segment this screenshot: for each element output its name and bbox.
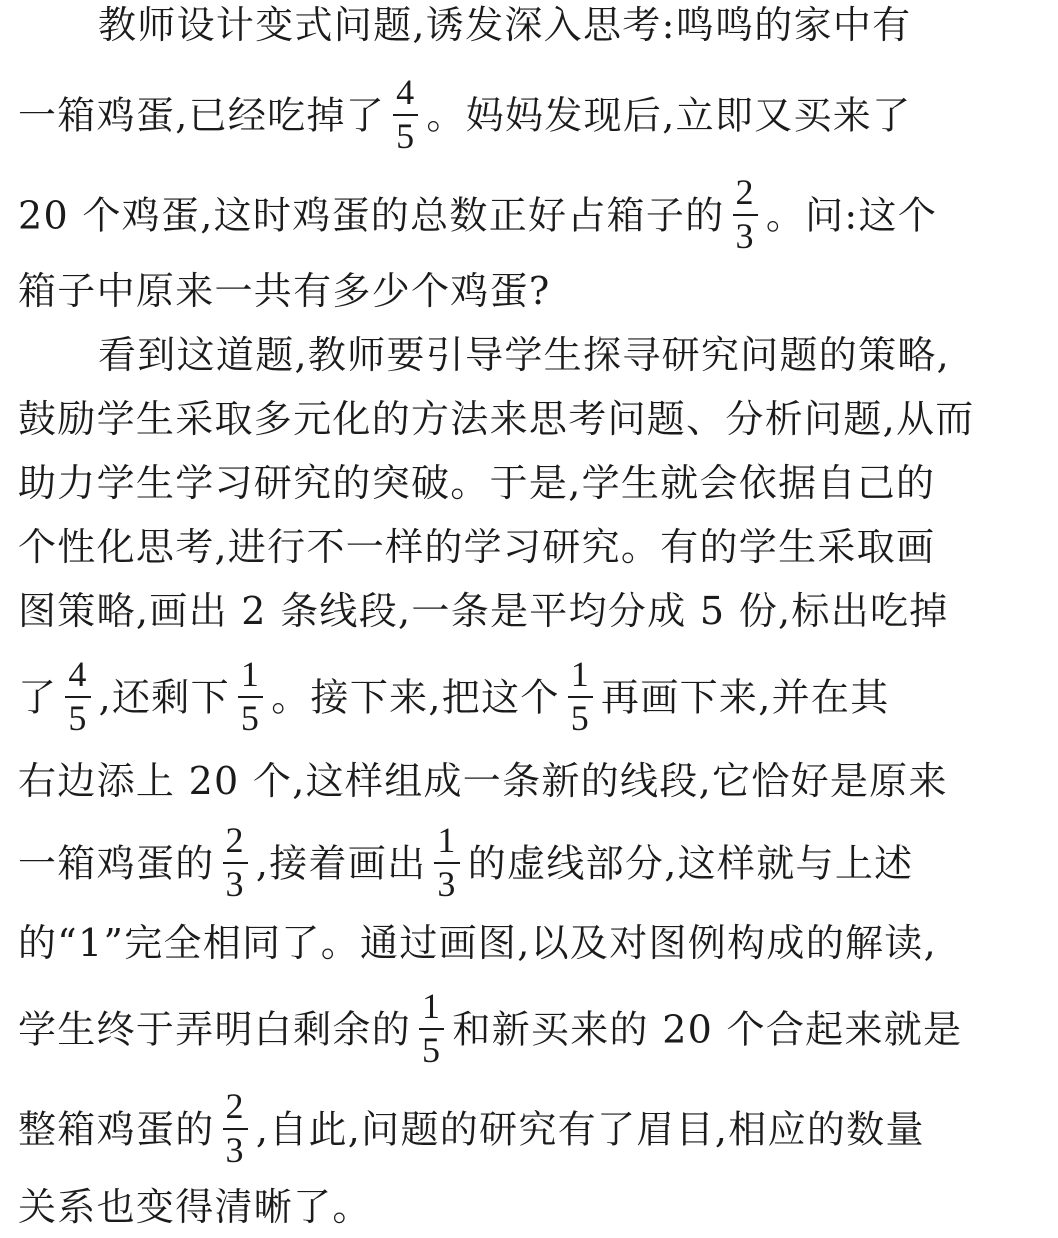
numerator: 4: [68, 654, 88, 694]
numerator: 4: [396, 72, 416, 112]
text: 看到这道题,教师要引导学生探寻研究问题的策略,: [98, 333, 951, 377]
text: 教师设计变式问题,诱发深入思考:鸣鸣的家中有: [98, 3, 912, 47]
text: 。接下来,把这个: [271, 675, 560, 720]
text: 关系也变得清晰了。: [18, 1185, 372, 1229]
denominator: 3: [735, 215, 755, 256]
p2-line-10: [18, 986, 963, 1074]
numerator: 2: [735, 172, 755, 212]
text: 的“1”完全相同了。通过画图,以及对图例构成的解读,: [18, 921, 937, 965]
p2-line-3: [18, 461, 936, 505]
text: ,接着画出: [255, 841, 427, 886]
p2-line-1: [98, 333, 951, 377]
fraction-four-fifths: [65, 656, 90, 738]
numerator: 1: [422, 986, 442, 1026]
text: 的虚线部分,这样就与上述: [467, 841, 914, 886]
denominator: 5: [396, 115, 416, 156]
text: 右边添上 20 个,这样组成一条新的线段,它恰好是原来: [18, 759, 948, 803]
fraction-two-thirds: [733, 174, 758, 256]
p2-line-8: [18, 820, 914, 908]
text: 整箱鸡蛋的: [18, 1107, 215, 1152]
fraction-two-thirds: [223, 822, 248, 904]
text: 一箱鸡蛋,已经吃掉了: [18, 93, 386, 138]
text: 图策略,画出 2 条线段,一条是平均分成 5 份,标出吃掉: [18, 589, 949, 633]
denominator: 3: [437, 863, 457, 904]
numerator: 1: [437, 820, 457, 860]
denominator: 3: [225, 1129, 245, 1170]
numerator: 1: [240, 654, 261, 694]
p2-line-5: [18, 589, 949, 633]
p1-line-4: [18, 269, 551, 313]
text: 了: [18, 675, 58, 720]
p2-line-6: [18, 654, 890, 742]
fraction-one-fifth: [568, 656, 593, 738]
p2-line-4: [18, 525, 936, 569]
text: 个性化思考,进行不一样的学习研究。有的学生采取画: [18, 525, 936, 569]
text: ,还剩下: [98, 675, 230, 720]
text: 一箱鸡蛋的: [18, 841, 215, 886]
text: 鼓励学生采取多元化的方法来思考问题、分析问题,从而: [18, 397, 975, 441]
p1-line-2: [18, 72, 912, 160]
text: 再画下来,并在其: [601, 675, 890, 720]
p2-line-7: [18, 759, 948, 803]
text: 学生终于弄明白剩余的: [18, 1007, 412, 1052]
p2-line-11: [18, 1086, 925, 1174]
numerator: 1: [570, 654, 591, 694]
p2-line-12: [18, 1185, 372, 1229]
text: 。问:这个: [765, 193, 938, 238]
fraction-four-fifths: [393, 74, 418, 156]
p2-line-9: [18, 921, 937, 965]
numerator: 2: [225, 1086, 245, 1126]
fraction-one-fifth: [238, 656, 263, 738]
text: 20 个鸡蛋,这时鸡蛋的总数正好占箱子的: [18, 193, 725, 238]
text: 箱子中原来一共有多少个鸡蛋?: [18, 269, 551, 313]
denominator: 5: [240, 697, 261, 738]
fraction-one-fifth: [419, 988, 444, 1070]
fraction-two-thirds: [223, 1088, 248, 1170]
fraction-one-third: [434, 822, 459, 904]
text: 。妈妈发现后,立即又买来了: [426, 93, 912, 138]
p1-line-1: [98, 3, 912, 47]
text: ,自此,问题的研究有了眉目,相应的数量: [255, 1107, 925, 1152]
text: 和新买来的 20 个合起来就是: [452, 1007, 963, 1052]
numerator: 2: [225, 820, 245, 860]
denominator: 5: [68, 697, 88, 738]
denominator: 5: [422, 1029, 442, 1070]
denominator: 5: [570, 697, 591, 738]
denominator: 3: [225, 863, 245, 904]
p1-line-3: [18, 172, 938, 260]
p2-line-2: [18, 397, 975, 441]
text: 助力学生学习研究的突破。于是,学生就会依据自己的: [18, 461, 936, 505]
